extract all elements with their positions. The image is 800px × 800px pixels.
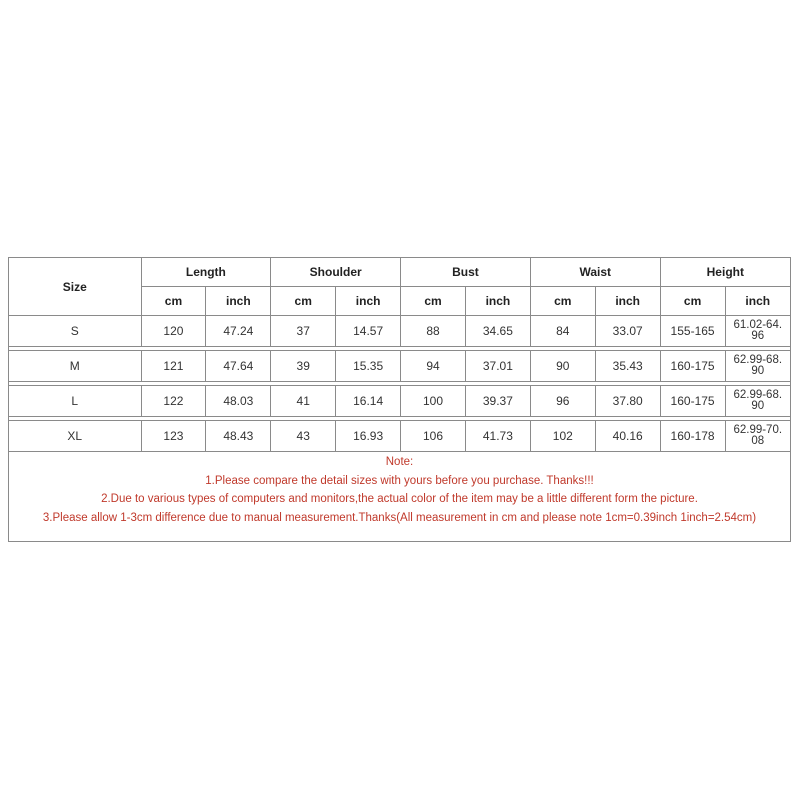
value-cell: 160-178	[660, 421, 725, 452]
value-cell: 88	[401, 316, 466, 347]
size-table	[9, 258, 790, 452]
unit-header: cm	[530, 287, 595, 316]
height-inch-cell	[725, 316, 790, 347]
unit-header: cm	[401, 287, 466, 316]
value-cell: 40.16	[595, 421, 660, 452]
size-cell: L	[9, 386, 141, 417]
height-inch-line: 90	[751, 365, 765, 377]
size-cell: XL	[9, 421, 141, 452]
height-inch-line: 96	[751, 330, 765, 342]
value-cell: 48.03	[206, 386, 271, 417]
height-header: Height	[660, 258, 790, 287]
height-inch-line: 08	[751, 435, 765, 447]
waist-header: Waist	[530, 258, 660, 287]
value-cell: 102	[530, 421, 595, 452]
value-cell: 16.14	[336, 386, 401, 417]
value-cell: 121	[141, 351, 206, 382]
note-line-2: 2.Due to various types of computers and monitors,the actual color of the item may be a little different form the picture.	[101, 493, 698, 505]
value-cell: 41.73	[465, 421, 530, 452]
unit-header: cm	[660, 287, 725, 316]
value-cell: 122	[141, 386, 206, 417]
bust-header: Bust	[401, 258, 531, 287]
value-cell: 16.93	[336, 421, 401, 452]
value-cell: 47.64	[206, 351, 271, 382]
value-cell: 39	[271, 351, 336, 382]
size-cell: S	[9, 316, 141, 347]
value-cell: 14.57	[336, 316, 401, 347]
shoulder-header: Shoulder	[271, 258, 401, 287]
table-row	[9, 316, 790, 347]
table-body	[9, 316, 790, 452]
unit-header: cm	[271, 287, 336, 316]
value-cell: 84	[530, 316, 595, 347]
value-cell: 123	[141, 421, 206, 452]
height-inch-line: 61.02-64.	[733, 319, 783, 331]
table-row	[9, 421, 790, 452]
unit-header: inch	[725, 287, 790, 316]
value-cell: 33.07	[595, 316, 660, 347]
size-chart	[8, 257, 791, 542]
unit-header: inch	[336, 287, 401, 316]
height-inch-cell	[725, 386, 790, 417]
value-cell: 15.35	[336, 351, 401, 382]
height-inch-line: 62.99-68.	[733, 389, 783, 401]
value-cell: 41	[271, 386, 336, 417]
value-cell: 160-175	[660, 386, 725, 417]
value-cell: 100	[401, 386, 466, 417]
value-cell: 94	[401, 351, 466, 382]
value-cell: 155-165	[660, 316, 725, 347]
value-cell: 34.65	[465, 316, 530, 347]
value-cell: 96	[530, 386, 595, 417]
table-row	[9, 351, 790, 382]
size-cell: M	[9, 351, 141, 382]
header-row-groups	[9, 258, 790, 287]
value-cell: 48.43	[206, 421, 271, 452]
height-inch-cell	[725, 351, 790, 382]
value-cell: 90	[530, 351, 595, 382]
value-cell: 35.43	[595, 351, 660, 382]
height-inch-cell	[725, 421, 790, 452]
unit-header: inch	[595, 287, 660, 316]
value-cell: 120	[141, 316, 206, 347]
length-header: Length	[141, 258, 271, 287]
value-cell: 37.01	[465, 351, 530, 382]
unit-header: inch	[465, 287, 530, 316]
height-inch-line: 62.99-68.	[733, 354, 783, 366]
height-inch-line: 62.99-70.	[733, 424, 783, 436]
note-line-1: 1.Please compare the detail sizes with yours before you purchase. Thanks!!!	[205, 474, 594, 487]
value-cell: 47.24	[206, 316, 271, 347]
value-cell: 37	[271, 316, 336, 347]
note-title: Note:	[385, 456, 414, 468]
value-cell: 37.80	[595, 386, 660, 417]
size-header: Size	[9, 258, 141, 316]
value-cell: 43	[271, 421, 336, 452]
note-line-3: 3.Please allow 1-3cm difference due to manual measurement.Thanks(All measurement in cm and please note 1cm=0.39inch 1inch=2.54cm)	[42, 511, 757, 524]
height-inch-line: 90	[751, 400, 765, 412]
table-row	[9, 386, 790, 417]
notes	[9, 453, 790, 527]
unit-header: cm	[141, 287, 206, 316]
value-cell: 160-175	[660, 351, 725, 382]
value-cell: 39.37	[465, 386, 530, 417]
unit-header: inch	[206, 287, 271, 316]
value-cell: 106	[401, 421, 466, 452]
